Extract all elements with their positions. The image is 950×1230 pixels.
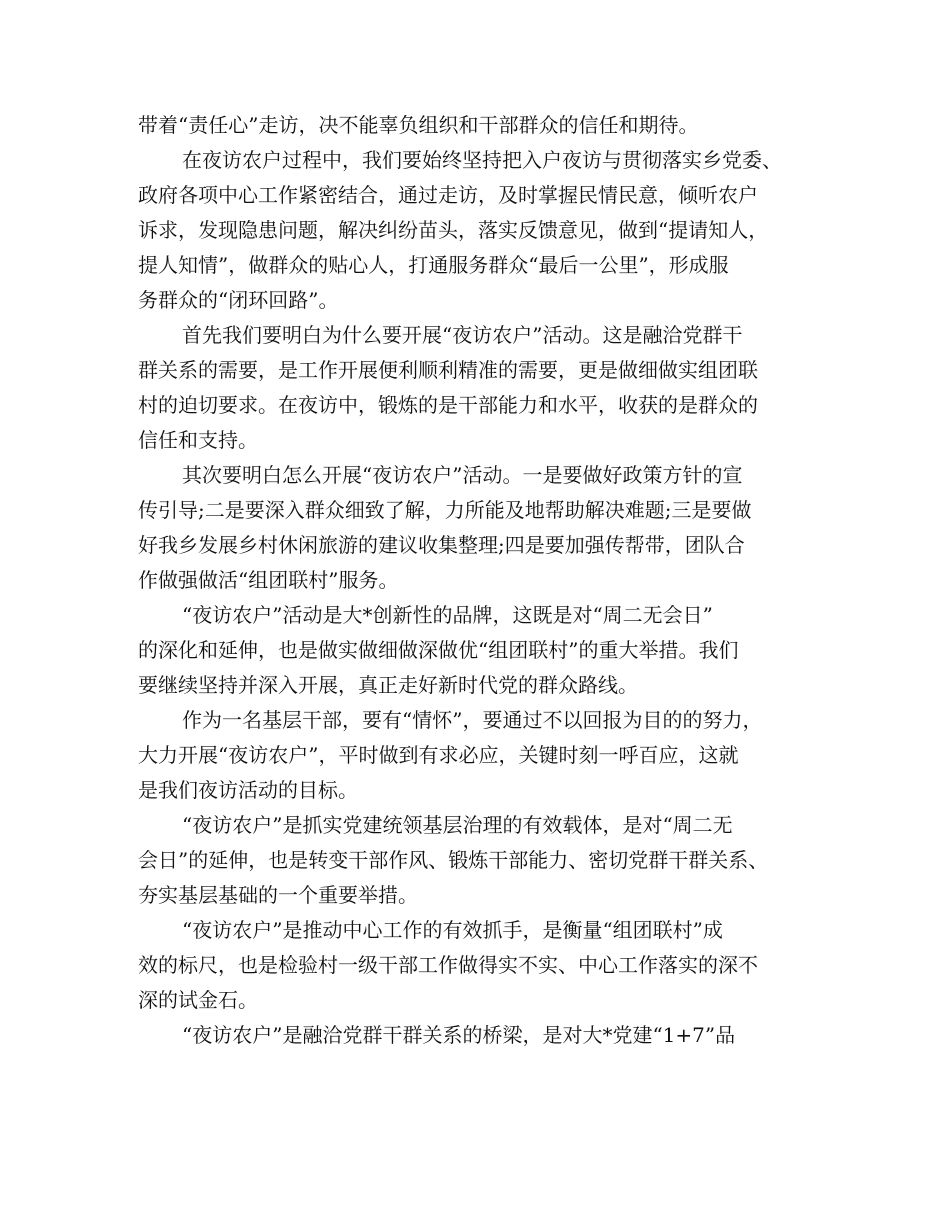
text-line: 群关系的需要，是工作开展便利顺利精准的需要，更是做细做实组团联 (138, 358, 758, 382)
text-line: 夯实基层基础的一个重要举措。 (138, 883, 418, 907)
text-line: 作做强做活“组团联村”服务。 (138, 568, 399, 592)
paragraph-first-line: “夜访农户”是推动中心工作的有效抓手，是衡量“组团联村”成 (182, 918, 723, 942)
text-line: 信任和支持。 (138, 428, 258, 452)
text-line: 村的迫切要求。在夜访中，锻炼的是干部能力和水平，收获的是群众的 (138, 393, 758, 417)
text-line: 政府各项中心工作紧密结合，通过走访，及时掌握民情民意，倾听农户 (138, 183, 758, 207)
text-line: 会日”的延伸，也是转变干部作风、锻炼干部能力、密切党群干群关系、 (138, 848, 769, 872)
text-line: 大力开展“夜访农户”，平时做到有求必应，关键时刻一呼百应，这就 (138, 743, 739, 767)
text-line: 好我乡发展乡村休闲旅游的建议收集整理;四是要加强传帮带，团队合 (138, 533, 745, 557)
text-line: 的深化和延伸，也是做实做细做深做优“组团联村”的重大举措。我们 (138, 638, 739, 662)
paragraph-first-line: “夜访农户”是抓实党建统领基层治理的有效载体，是对“周二无 (182, 813, 733, 837)
text-line: 深的试金石。 (138, 988, 258, 1012)
text-line: 诉求，发现隐患问题，解决纠纷苗头，落实反馈意见，做到“提请知人， (138, 218, 769, 242)
text-line: 要继续坚持并深入开展，真正走好新时代党的群众路线。 (138, 673, 638, 697)
text-line: 提人知情”，做群众的贴心人，打通服务群众“最后一公里”，形成服 (138, 253, 729, 277)
text-line: 带着“责任心”走访，决不能辜负组织和干部群众的信任和期待。 (138, 113, 699, 137)
text-line: 务群众的“闭环回路”。 (138, 288, 339, 312)
text-line: 传引导;二是要深入群众细致了解，力所能及地帮助解决难题;三是要做 (138, 498, 752, 522)
text-line: 效的标尺，也是检验村一级干部工作做得实不实、中心工作落实的深不 (138, 953, 758, 977)
text-line: 是我们夜访活动的目标。 (138, 778, 358, 802)
document-body (138, 108, 828, 1053)
paragraph-first-line: 作为一名基层干部，要有“情怀”，要通过不以回报为目的的努力， (182, 708, 763, 732)
paragraph-first-line: “夜访农户”是融洽党群干群关系的桥梁，是对大*党建“1+7”品 (182, 1023, 736, 1047)
paragraph-first-line: 首先我们要明白为什么要开展“夜访农户”活动。这是融洽党群干 (182, 323, 743, 347)
paragraph-first-line: “夜访农户”活动是大*创新性的品牌，这既是对“周二无会日” (182, 603, 713, 627)
paragraph-first-line: 其次要明白怎么开展“夜访农户”活动。一是要做好政策方针的宣 (182, 463, 743, 487)
paragraph-first-line: 在夜访农户过程中，我们要始终坚持把入户夜访与贯彻落实乡党委、 (182, 148, 782, 172)
